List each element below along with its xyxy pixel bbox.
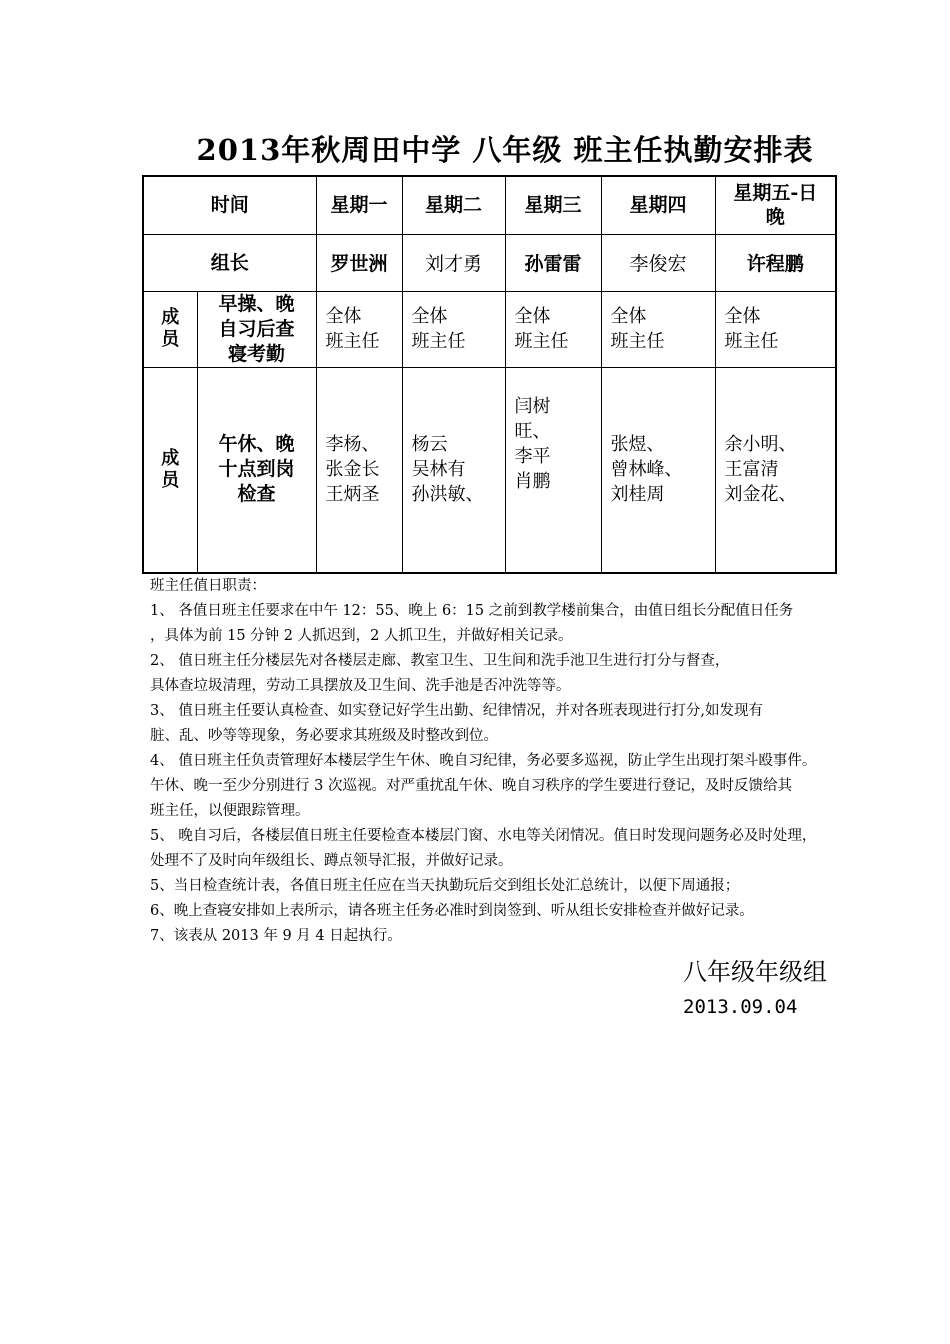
day-header: 星期四 bbox=[601, 176, 715, 234]
morning-check-row bbox=[143, 291, 836, 367]
duty-line: 处理不了及时向年级组长、蹲点领导汇报，并做好记录。 bbox=[150, 853, 513, 869]
leader-name: 许程鹏 bbox=[715, 234, 836, 291]
duty-line: 6、晚上查寝安排如上表所示，请各班主任务必准时到岗签到、听从组长安排检查并做好记录。 bbox=[150, 903, 754, 919]
document-title: 2013年秋周田中学 八年级 班主任执勤安排表 bbox=[196, 133, 814, 167]
member-cell: 全体 班主任 bbox=[402, 291, 505, 367]
day-header: 星期五-日 晚 bbox=[715, 176, 836, 234]
members-label: 成 员 bbox=[143, 291, 197, 367]
noon-check-row bbox=[143, 367, 836, 573]
duty-line: 5、当日检查统计表，各值日班主任应在当天执勤玩后交到组长处汇总统计，以便下周通报； bbox=[150, 878, 740, 894]
duty-line: 3、 值日班主任要认真检查、如实登记好学生出勤、纪律情况，并对各班表现进行打分,如发现有 bbox=[150, 703, 763, 719]
member-cell: 杨云 吴林有 孙洪敏、 bbox=[402, 367, 505, 573]
leader-row bbox=[143, 234, 836, 291]
task-label: 午休、晚 十点到岗 检查 bbox=[197, 367, 316, 573]
member-cell: 闫树 旺、 李平 肖鹏 bbox=[505, 367, 601, 573]
member-cell: 全体 班主任 bbox=[601, 291, 715, 367]
members-label: 成 员 bbox=[143, 367, 197, 573]
duty-line: ，具体为前 15 分钟 2 人抓迟到，2 人抓卫生，并做好相关记录。 bbox=[150, 628, 573, 644]
leader-name: 孙雷雷 bbox=[505, 234, 601, 291]
duties-heading: 班主任值日职责： bbox=[150, 578, 266, 594]
day-header: 星期二 bbox=[402, 176, 505, 234]
duties-section bbox=[150, 574, 930, 949]
duty-line: 午休、晚一至少分别进行 3 次巡视。对严重扰乱午休、晚自习秩序的学生要进行登记，及时反馈给其 bbox=[150, 778, 792, 794]
member-cell: 张煜、 曾林峰、 刘桂周 bbox=[601, 367, 715, 573]
day-header: 星期三 bbox=[505, 176, 601, 234]
duty-line: 7、该表从 2013 年 9 月 4 日起执行。 bbox=[150, 928, 402, 944]
duty-line: 1、 各值日班主任要求在中午 12：55、晚上 6：15 之前到教学楼前集合，由值日组长分配值日任务 bbox=[150, 603, 794, 619]
time-header: 时间 bbox=[143, 176, 316, 234]
member-cell: 全体 班主任 bbox=[505, 291, 601, 367]
leader-name: 李俊宏 bbox=[601, 234, 715, 291]
signature-org: 八年级年级组 bbox=[683, 958, 827, 986]
task-label: 早操、晚 自习后查 寝考勤 bbox=[197, 291, 316, 367]
duty-schedule-table bbox=[142, 175, 837, 574]
leader-name: 罗世洲 bbox=[316, 234, 402, 291]
duty-line: 4、 值日班主任负责管理好本楼层学生午休、晚自习纪律，务必要多巡视，防止学生出现打架斗殴事件。 bbox=[150, 753, 817, 769]
member-cell: 李杨、 张金长 王炳圣 bbox=[316, 367, 402, 573]
day-header: 星期一 bbox=[316, 176, 402, 234]
header-row bbox=[143, 176, 836, 234]
member-cell: 全体 班主任 bbox=[316, 291, 402, 367]
duty-line: 5、 晚自习后，各楼层值日班主任要检查本楼层门窗、水电等关闭情况。值日时发现问题务必及时处理， bbox=[150, 828, 817, 844]
duty-line: 具体查垃圾清理，劳动工具摆放及卫生间、洗手池是否冲洗等等。 bbox=[150, 678, 571, 694]
leader-name: 刘才勇 bbox=[402, 234, 505, 291]
member-cell: 余小明、 王富清 刘金花、 bbox=[715, 367, 836, 573]
signature-date: 2013.09.04 bbox=[683, 996, 798, 1018]
member-cell: 全体 班主任 bbox=[715, 291, 836, 367]
duty-line: 2、 值日班主任分楼层先对各楼层走廊、教室卫生、卫生间和洗手池卫生进行打分与督查， bbox=[150, 653, 730, 669]
leader-label: 组长 bbox=[143, 234, 316, 291]
duty-line: 脏、乱、吵等等现象，务必要求其班级及时整改到位。 bbox=[150, 728, 498, 744]
duty-line: 班主任，以便跟踪管理。 bbox=[150, 803, 310, 819]
